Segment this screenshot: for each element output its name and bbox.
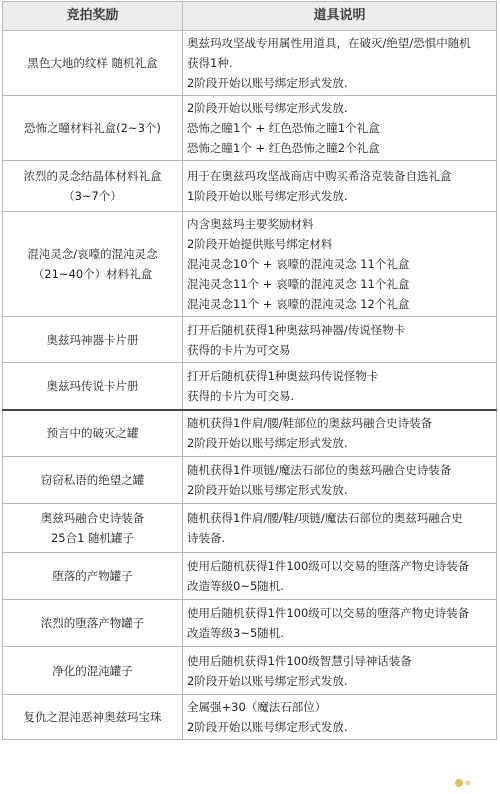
- reward-cell: [3, 410, 183, 457]
- description-cell: [183, 647, 497, 695]
- table-row: [3, 504, 497, 553]
- reward-name: 复仇之混沌恶神奥兹玛宝珠: [23, 710, 162, 724]
- reward-name: 黑色大地的纹样 随机礼盒: [27, 56, 158, 70]
- description-cell: [183, 96, 497, 161]
- reward-cell: [3, 504, 183, 553]
- description-cell: [183, 553, 497, 600]
- description-cell: [183, 212, 497, 317]
- header-description: 道具说明: [183, 2, 497, 31]
- reward-cell: [3, 96, 183, 161]
- reward-cell: [3, 363, 183, 410]
- reward-cell: [3, 161, 183, 212]
- reward-name: 浓烈的灵念结晶体材料礼盒: [23, 169, 162, 183]
- table-row: [3, 212, 497, 317]
- description-cell: [183, 410, 497, 457]
- reward-name: 混沌灵念/哀嚎的混沌灵念: [27, 247, 158, 261]
- table-row: [3, 553, 497, 600]
- description-line: 恐怖之瞳1个 + 红色恐怖之瞳2个礼盒: [187, 141, 380, 155]
- description-line: 2阶段开始以账号绑定形式发放.: [187, 673, 348, 688]
- description-line: 内含奥兹玛主要奖励材料: [187, 217, 314, 231]
- description-line: 改造等级0~5随机.: [187, 579, 284, 593]
- description-cell: [183, 600, 497, 647]
- reward-cell: [3, 212, 183, 317]
- description-line: 1阶段开始以账号绑定形式发放.: [187, 189, 348, 203]
- description-line: 2阶段开始以账号绑定形式发放.: [187, 436, 348, 451]
- reward-cell: [3, 31, 183, 96]
- reward-name: 奥兹玛融合史诗装备: [40, 511, 145, 525]
- description-line: 获得的卡片为可交易: [187, 342, 291, 357]
- description-line: 2阶段开始以账号绑定形式发放.: [187, 101, 348, 115]
- reward-cell: [3, 695, 183, 740]
- description-line: 奥兹玛攻坚战专用属性用道具，在破灭/绝望/恐惧中随机: [187, 36, 471, 50]
- reward-cell: [3, 457, 183, 504]
- table-row: [3, 96, 497, 161]
- table-header-row: [3, 2, 497, 31]
- table-row: [3, 647, 497, 695]
- description-line: 2阶段开始以账号绑定形式发放.: [187, 720, 348, 734]
- description-line: 随机获得1件肩/腰/鞋/项链/魔法石部位的奥兹玛融合史: [187, 511, 463, 525]
- description-cell: [183, 457, 497, 504]
- description-line: 混沌灵念11个 + 哀嚎的混沌灵念 11个礼盒: [187, 277, 410, 291]
- description-line: 获得的卡片为可交易.: [187, 388, 295, 403]
- reward-cell: [3, 317, 183, 363]
- description-cell: [183, 695, 497, 740]
- reward-name: 浓烈的堕落产物罐子: [40, 616, 145, 630]
- table-row: [3, 695, 497, 740]
- description-line: 使用后随机获得1件100级智慧引导神话装备: [187, 653, 412, 668]
- reward-cell: [3, 647, 183, 695]
- reward-table: [2, 1, 497, 740]
- description-line: 诗装备.: [187, 531, 226, 545]
- reward-name: 恐怖之瞳材料礼盒(2~3个): [24, 121, 161, 135]
- description-line: 2阶段开始以账号绑定形式发放.: [187, 76, 348, 90]
- reward-name: 奥兹玛传说卡片册: [46, 378, 139, 393]
- description-line: 打开后随机获得1种奥兹玛传说怪物卡: [187, 368, 379, 383]
- description-cell: [183, 31, 497, 96]
- table-row: [3, 410, 497, 457]
- header-reward: 竞拍奖励: [3, 2, 183, 31]
- watermark-logo: [454, 777, 494, 792]
- reward-name: 25合1 随机罐子: [50, 531, 135, 545]
- description-line: 使用后随机获得1件100级可以交易的堕落产物史诗装备: [187, 559, 470, 573]
- description-line: 用于在奥兹玛攻坚战商店中购买希洛克装备自选礼盒: [187, 169, 452, 183]
- reward-name: 堕落的产物罐子: [52, 569, 133, 583]
- table-row: [3, 31, 497, 96]
- reward-name: 奥兹玛神器卡片册: [46, 332, 139, 347]
- reward-name: （3~7个）: [63, 189, 122, 203]
- description-cell: [183, 504, 497, 553]
- watermark-icon: [454, 777, 494, 789]
- description-line: 2阶段开始以账号绑定形式发放.: [187, 483, 348, 497]
- description-line: 随机获得1件肩/腰/鞋部位的奥兹玛融合史诗装备: [187, 416, 433, 431]
- reward-name: 窃窃私语的绝望之罐: [40, 473, 145, 487]
- description-line: 随机获得1件项链/魔法石部位的奥兹玛融合史诗装备: [187, 463, 452, 477]
- table-row: [3, 161, 497, 212]
- description-line: 打开后随机获得1种奥兹玛神器/传说怪物卡: [187, 322, 406, 337]
- description-line: 获得1种.: [187, 56, 233, 70]
- description-line: 混沌灵念10个 + 哀嚎的混沌灵念 11个礼盒: [187, 257, 410, 271]
- description-cell: [183, 363, 497, 410]
- reward-name: 预言中的破灭之罐: [46, 426, 139, 441]
- table-row: [3, 363, 497, 410]
- description-line: 全属强+30（魔法石部位）: [187, 700, 327, 714]
- description-line: 混沌灵念11个 + 哀嚎的混沌灵念 12个礼盒: [187, 297, 410, 311]
- reward-cell: [3, 553, 183, 600]
- description-cell: [183, 317, 497, 363]
- table-row: [3, 317, 497, 363]
- reward-name: （21~40个）材料礼盒: [32, 267, 153, 281]
- description-line: 改造等级3~5随机.: [187, 626, 284, 640]
- table-row: [3, 457, 497, 504]
- description-cell: [183, 161, 497, 212]
- description-line: 恐怖之瞳1个 + 红色恐怖之瞳1个礼盒: [187, 121, 380, 135]
- reward-name: 净化的混沌罐子: [52, 663, 133, 678]
- table-body: [3, 31, 497, 740]
- description-line: 使用后随机获得1件100级可以交易的堕落产物史诗装备: [187, 606, 470, 620]
- description-line: 2阶段开始提供账号绑定材料: [187, 237, 333, 251]
- table-row: [3, 600, 497, 647]
- reward-cell: [3, 600, 183, 647]
